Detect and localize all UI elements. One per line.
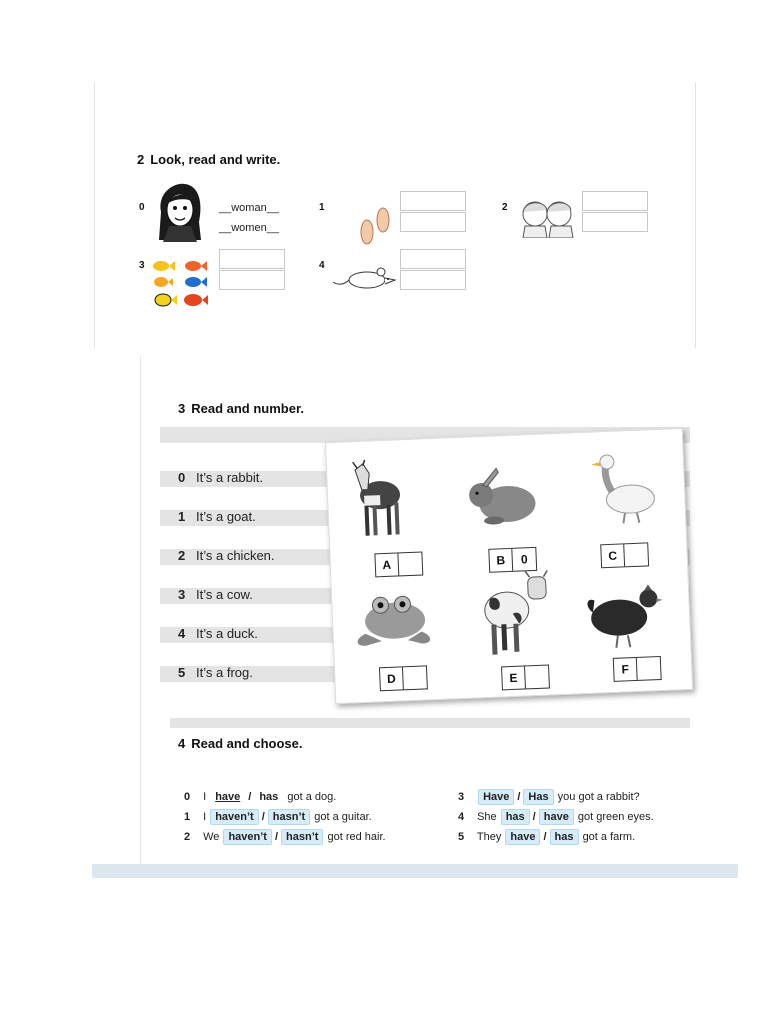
goat-icon (349, 458, 408, 542)
chicken-icon (582, 580, 667, 653)
sentence-2: 2 It’s a chicken. (178, 548, 275, 563)
choice-option[interactable]: haven’t (210, 809, 259, 825)
answer-slot[interactable] (624, 543, 648, 566)
rabbit-icon (462, 465, 544, 528)
choice-option[interactable]: Has (523, 789, 553, 805)
sentence-3: 3 It’s a cow. (178, 587, 253, 602)
bottom-bar (92, 864, 738, 878)
choose-row-0: 0 I have / has got a dog. (184, 791, 337, 803)
fish-icon (149, 258, 215, 310)
choose-row-4: 4 She has / have got green eyes. (458, 811, 654, 823)
item-number: 3 (139, 260, 145, 271)
choice-option[interactable]: have (505, 829, 540, 845)
answer-line[interactable] (582, 212, 648, 232)
exercise-3-heading: 3 Read and number. (178, 401, 304, 416)
letter-box-d[interactable]: D (379, 665, 428, 691)
letter-box-a[interactable]: A (374, 551, 423, 577)
two-boys-icon (517, 196, 579, 238)
item-number: 4 (319, 260, 325, 271)
letter-box-e[interactable]: E (501, 664, 550, 690)
choice-option[interactable]: has (550, 829, 579, 845)
choice-option[interactable]: Have (478, 789, 514, 805)
answer-line[interactable] (219, 249, 285, 269)
word-singular: __woman__ (219, 202, 279, 214)
choice-option[interactable]: has (501, 809, 530, 825)
stripe (170, 718, 690, 728)
exercise-2-heading: 2 Look, read and write. (137, 152, 281, 167)
choose-row-2: 2 We haven’t / hasn’t got red hair. (184, 831, 386, 843)
answer-line[interactable] (400, 212, 466, 232)
choice-option[interactable]: has (259, 791, 279, 803)
item-number: 1 (319, 202, 325, 213)
answer-box-2[interactable] (582, 191, 648, 231)
answer-line[interactable] (582, 191, 648, 211)
letter-box-b[interactable]: B 0 (488, 547, 537, 573)
answer-slot[interactable] (637, 657, 661, 680)
frog-icon (350, 587, 436, 650)
sentence-1: 1 It’s a goat. (178, 509, 256, 524)
letter-box-f[interactable]: F (613, 656, 662, 682)
answer-box-3[interactable] (219, 249, 285, 289)
animal-photo-card (325, 428, 693, 704)
letter-box-c[interactable]: C (600, 542, 649, 568)
sentence-5: 5 It’s a frog. (178, 665, 253, 680)
choose-row-3: 3 Have / Has you got a rabbit? (458, 791, 640, 803)
choice-option[interactable]: haven’t (223, 829, 272, 845)
word-plural: __women__ (219, 222, 279, 234)
answer-line[interactable] (400, 191, 466, 211)
item-number: 0 (139, 202, 145, 213)
girl-face-icon (153, 182, 205, 244)
answer-line[interactable] (400, 270, 466, 290)
choice-option[interactable]: have (215, 791, 241, 803)
answer-slot[interactable]: 0 (520, 552, 528, 567)
exercise-2-sheet (94, 82, 696, 348)
answer-box-4[interactable] (400, 249, 466, 289)
duck-icon (589, 450, 662, 529)
answer-box-1[interactable] (400, 191, 466, 231)
choose-row-1: 1 I haven’t / hasn’t got a guitar. (184, 811, 372, 823)
answer-slot[interactable] (398, 553, 422, 576)
answer-slot[interactable] (525, 666, 549, 689)
feet-icon (357, 202, 393, 252)
choose-row-5: 5 They have / has got a farm. (458, 831, 636, 843)
answer-line[interactable] (400, 249, 466, 269)
choice-option[interactable]: hasn’t (268, 809, 310, 825)
sentence-4: 4 It’s a duck. (178, 626, 258, 641)
answer-slot[interactable] (403, 666, 427, 689)
exercise-4-heading: 4 Read and choose. (178, 736, 303, 751)
choice-option[interactable]: have (539, 809, 574, 825)
answer-line[interactable] (219, 270, 285, 290)
choice-option[interactable]: hasn’t (281, 829, 323, 845)
item-number: 2 (502, 202, 508, 213)
cow-icon (471, 566, 555, 659)
mouse-icon (331, 264, 397, 292)
sentence-0: 0 It’s a rabbit. (178, 470, 263, 485)
